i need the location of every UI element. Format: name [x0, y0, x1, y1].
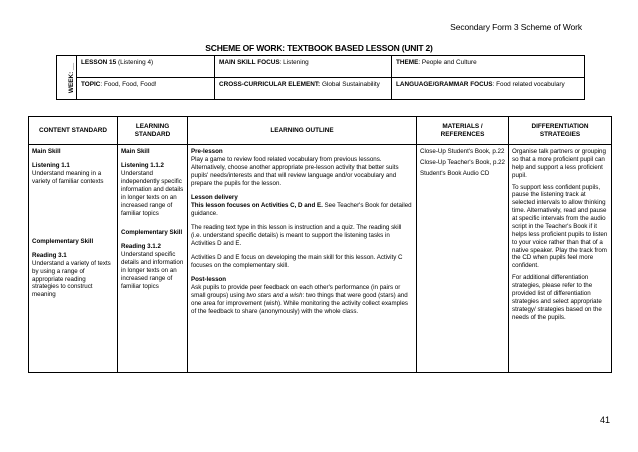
learning-main-code: Listening 1.1.2: [121, 162, 164, 170]
theme-value: : People and Culture: [418, 59, 477, 66]
post-lesson-text-1: Ask pupils to provide peer feedback on each other's performance (in pairs or small groups) using: [191, 284, 401, 300]
differentiation-p2: To support less confident pupils, pause the listening track at selected intervals to allow thinking time. Alternatively, read and pause at specific intervals from the audio script in the Teacher's Book if it helps less proficient pupils to listen to your voice rather than that of a native speaker. Play the track from the CD when pupils feel more confident.: [512, 183, 608, 270]
content-comp-code: Reading 3.1: [32, 251, 67, 259]
differentiation-p3: For additional differentiation strategies, please refer to the provided list of differentiation strategies and select appropriate strategy/ strategies based on the needs of the pupils.: [512, 274, 602, 321]
learning-main-text: Understand independently specific information and details in longer texts on an increased range of familiar topics: [121, 170, 184, 217]
post-lesson-title: Post-lesson: [191, 276, 227, 284]
learning-comp-text: Understand specific details and information in longer texts on an increased range of familiar topics: [121, 251, 184, 290]
reading-text: The reading text type in this lesson is instruction and a quiz. The reading skill (i.e. understand specific details) is meant to support the listening tasks in Activities D and E.: [191, 224, 402, 247]
cross-curricular-label: CROSS-CURRICULAR ELEMENT:: [219, 81, 321, 88]
learning-main-skill: Main Skill: [121, 148, 150, 155]
lesson-value: (Listening 4): [117, 59, 154, 66]
learning-outline-cell: [188, 145, 417, 373]
materials-header: MATERIALS / REFERENCES: [417, 117, 509, 145]
lesson-delivery-focus: This lesson focuses on Activities C, D and E.: [191, 201, 323, 209]
grammar-label: LANGUAGE/GRAMMAR FOCUS: [396, 81, 493, 88]
material-item-2: Close-Up Teacher's Book, p.22: [420, 158, 505, 166]
learning-standard-cell: [118, 145, 188, 373]
material-item-3: Student's Book Audio CD: [420, 169, 490, 177]
lesson-delivery-text: [191, 202, 413, 218]
document-header: Secondary Form 3 Scheme of Work: [450, 22, 582, 32]
grammar-cell: [392, 78, 585, 100]
topic-value: : Food, Food, Food!: [100, 81, 157, 88]
post-lesson-text: [191, 284, 413, 316]
lesson-delivery-title: Lesson delivery: [191, 193, 238, 201]
grammar-value: : Food related vocabulary: [492, 81, 565, 88]
learning-outline-header: LEARNING OUTLINE: [188, 117, 417, 145]
pre-lesson-title: Pre-lesson: [191, 148, 223, 155]
lesson-label: LESSON 15: [81, 59, 117, 66]
materials-cell: [417, 145, 509, 373]
content-main-skill: Main Skill: [32, 148, 61, 155]
learning-comp-code: Reading 3.1.2: [121, 243, 161, 251]
activities-text: Activities D and E focus on developing the main skill for this lesson. Activity C focuses on the complementary skill.: [191, 254, 403, 269]
content-comp-text: Understand a variety of texts by using a range of appropriate reading strategies to construct meaning: [32, 259, 111, 299]
learning-comp-skill: Complementary Skill: [121, 229, 183, 236]
learning-standard-header: LEARNING STANDARD: [118, 117, 188, 145]
post-lesson-text-2: : two things that were good (stars) and one area for improvement (wish). While monitoring the activity collect examples of the feedback to share (anonymously) with the whole class.: [191, 292, 408, 315]
differentiation-header: DIFFERENTIATION STRATEGIES: [509, 117, 612, 145]
main-skill-cell: [215, 56, 392, 78]
lesson-info-table: [56, 55, 585, 100]
content-main-text: Understand meaning in a variety of familiar contexts: [32, 170, 104, 186]
theme-cell: [392, 56, 585, 78]
content-standard-header: CONTENT STANDARD: [29, 117, 118, 145]
lesson-plan-table: [28, 116, 612, 373]
lesson-cell: [77, 56, 215, 78]
pre-lesson-text: Play a game to review food related vocabulary from previous lessons. Alternatively, choose another appropriate pre-lesson activity that better suits pupils' needs/interests and that will review language and/or vocabulary and prepare the pupils for the lesson.: [191, 155, 399, 187]
main-skill-value: : Listening: [279, 59, 309, 66]
week-cell: [57, 56, 77, 100]
lesson-delivery-guidance: See Teacher's Book for detailed guidance.: [191, 201, 412, 217]
topic-cell: [77, 78, 215, 100]
differentiation-p1: Organise talk partners or grouping so that a more proficient pupil can help and support a less proficient pupil.: [512, 148, 606, 179]
week-label: WEEK: __: [68, 62, 76, 93]
cross-curricular-value: Global Sustainability: [321, 81, 380, 88]
topic-label: TOPIC: [81, 81, 101, 88]
material-item-1: Close-Up Student's Book, p.22: [420, 148, 505, 155]
content-comp-skill: Complementary Skill: [32, 237, 94, 245]
content-main-code: Listening 1.1: [32, 162, 70, 170]
page-number: 41: [599, 415, 610, 425]
differentiation-cell: [509, 145, 612, 373]
post-lesson-italic: two stars and a wish: [246, 292, 303, 300]
theme-label: THEME: [396, 59, 419, 66]
cross-curricular-cell: [215, 78, 392, 100]
page-title: SCHEME OF WORK: TEXTBOOK BASED LESSON (UNIT 2): [205, 43, 433, 53]
content-standard-cell: [29, 145, 118, 373]
main-skill-label: MAIN SKILL FOCUS: [219, 59, 280, 66]
